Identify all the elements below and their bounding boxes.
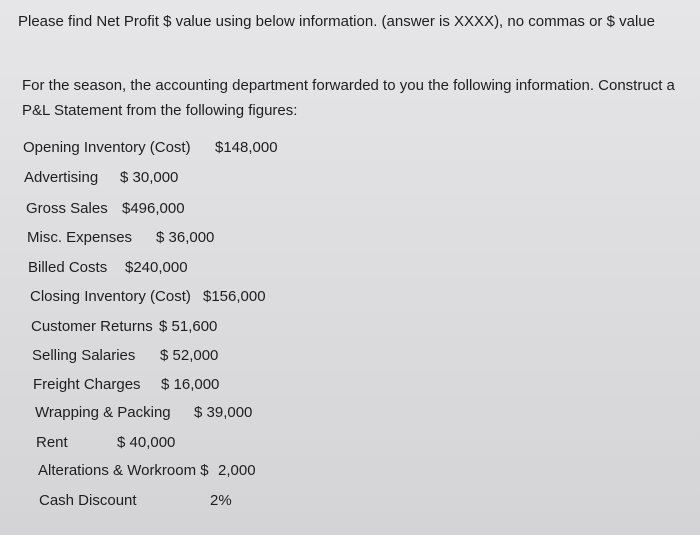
figure-value: 2,000 xyxy=(218,462,256,479)
figure-label: Rent xyxy=(36,434,68,451)
figure-value: $ 40,000 xyxy=(117,434,176,451)
figure-label: Alterations & Workroom $ xyxy=(38,462,209,479)
question-text: Please find Net Profit $ value using below information. (answer is XXXX), no commas or $ value xyxy=(18,13,655,30)
figure-value: $ 39,000 xyxy=(194,404,253,421)
figure-label: Freight Charges xyxy=(33,376,141,393)
figure-value: $496,000 xyxy=(122,200,185,217)
figure-label: Gross Sales xyxy=(26,200,108,217)
figure-row-cash-discount xyxy=(39,492,232,509)
figure-value: $ 36,000 xyxy=(156,229,215,246)
figure-value: $ 52,000 xyxy=(160,347,219,364)
figure-value: $156,000 xyxy=(203,288,266,305)
figure-label: Selling Salaries xyxy=(32,347,136,364)
figure-value: $ 16,000 xyxy=(161,376,220,393)
figure-label: Cash Discount xyxy=(39,492,137,509)
figure-row-rent xyxy=(36,434,175,451)
figure-row-alterations-workroom xyxy=(38,462,256,479)
figure-row-misc-expenses xyxy=(27,229,214,246)
figure-label: Closing Inventory (Cost) xyxy=(30,288,191,305)
figure-row-opening-inventory xyxy=(23,139,278,156)
figure-row-gross-sales xyxy=(26,200,185,217)
figure-label: Advertising xyxy=(24,169,99,186)
figure-label: Misc. Expenses xyxy=(27,229,133,246)
figure-row-billed-costs xyxy=(28,259,188,276)
figure-value: $ 30,000 xyxy=(120,169,179,186)
figure-value: $ 51,600 xyxy=(159,318,218,335)
figure-value: 2% xyxy=(210,492,232,509)
figure-row-customer-returns xyxy=(31,318,217,335)
figure-row-advertising xyxy=(24,169,178,186)
figure-row-closing-inventory xyxy=(30,288,266,305)
figure-value: $240,000 xyxy=(125,259,188,276)
figure-row-selling-salaries xyxy=(32,347,218,364)
figure-label: Billed Costs xyxy=(28,259,108,276)
figure-label: Customer Returns xyxy=(31,318,153,335)
figure-value: $148,000 xyxy=(215,139,278,156)
figure-label: Wrapping & Packing xyxy=(35,404,171,421)
intro-paragraph: For the season, the accounting department forwarded to you the following information. Construct a P&L Statement from the following figures: xyxy=(22,77,675,119)
figure-row-wrapping-packing xyxy=(35,404,252,421)
figure-label: Opening Inventory (Cost) xyxy=(23,139,191,156)
figure-row-freight-charges xyxy=(33,376,219,393)
